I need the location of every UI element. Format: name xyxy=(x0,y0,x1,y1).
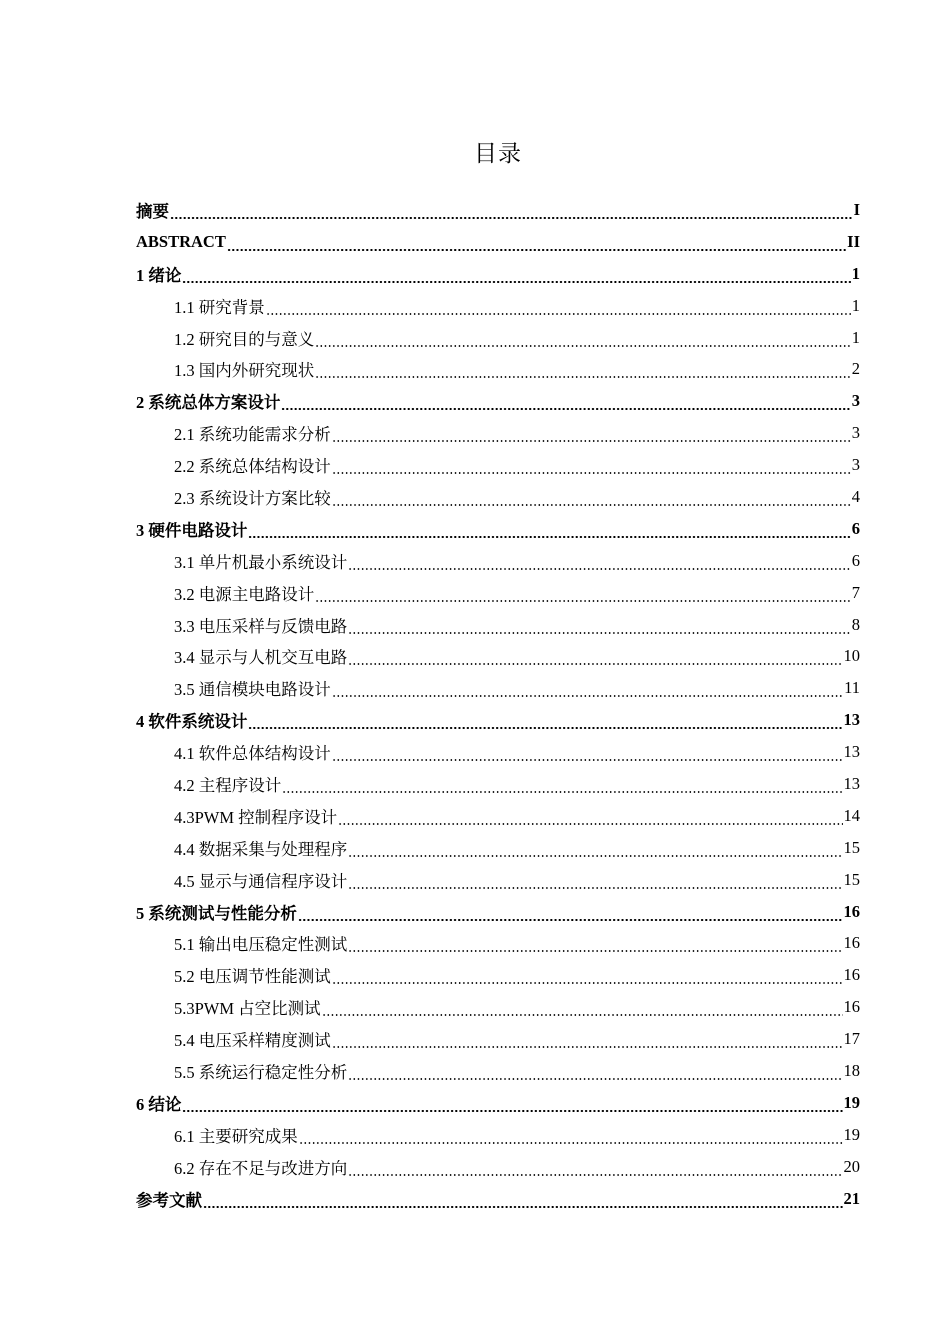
toc-dot-leader xyxy=(248,714,842,730)
toc-entry-title: 4.3PWM 控制程序设计 xyxy=(174,807,338,827)
toc-entry-title: 5.3PWM 占空比测试 xyxy=(174,999,321,1019)
toc-page-number: 6 xyxy=(851,518,860,538)
toc-entry-title: 5.4 电压采样精度测试 xyxy=(174,1031,331,1051)
toc-dot-leader xyxy=(348,874,842,890)
toc-chapter-entry[interactable] xyxy=(136,385,860,417)
toc-section-entry[interactable] xyxy=(136,1055,860,1087)
toc-page-number: 13 xyxy=(843,773,860,793)
toc-dot-leader xyxy=(315,332,851,348)
toc-entry-title: 2.1 系统功能需求分析 xyxy=(174,425,331,445)
toc-entry-title: 6.2 存在不足与改进方向 xyxy=(174,1158,348,1178)
toc-dot-leader xyxy=(182,268,850,284)
toc-dot-leader xyxy=(332,1033,843,1049)
toc-entry-title: 1 绪论 xyxy=(136,265,182,285)
toc-entry-title: 1.1 研究背景 xyxy=(174,297,265,317)
toc-dot-leader xyxy=(338,810,842,826)
toc-page-number: 3 xyxy=(851,423,860,443)
toc-title: 目录 xyxy=(474,141,522,167)
toc-chapter-entry[interactable] xyxy=(136,704,860,736)
toc-dot-leader xyxy=(348,937,842,953)
toc-section-entry[interactable] xyxy=(136,481,860,513)
toc-entry-title: 3.5 通信模块电路设计 xyxy=(174,680,331,700)
toc-dot-leader xyxy=(299,1129,843,1145)
toc-dot-leader xyxy=(315,363,851,379)
toc-entry-title: 1.2 研究目的与意义 xyxy=(174,329,315,349)
toc-entry-title: 4.1 软件总体结构设计 xyxy=(174,744,331,764)
toc-page-number: 19 xyxy=(843,1092,860,1112)
toc-chapter-entry[interactable] xyxy=(136,896,860,928)
toc-page-number: 17 xyxy=(843,1029,860,1049)
toc-entry-title: 3 硬件电路设计 xyxy=(136,520,248,540)
toc-dot-leader xyxy=(348,555,851,571)
toc-section-entry[interactable] xyxy=(136,864,860,896)
toc-entry-title: 3.3 电压采样与反馈电路 xyxy=(174,616,348,636)
toc-entry-title: 5 系统测试与性能分析 xyxy=(136,903,297,923)
toc-section-entry[interactable] xyxy=(136,1151,860,1183)
toc-dot-leader xyxy=(332,969,843,985)
toc-page-number: 13 xyxy=(843,742,860,762)
toc-page-number: 8 xyxy=(851,614,860,634)
toc-chapter-entry[interactable] xyxy=(136,1183,860,1215)
toc-page-number: 7 xyxy=(851,582,860,602)
toc-page-number: 16 xyxy=(843,997,860,1017)
toc-section-entry[interactable] xyxy=(136,672,860,704)
toc-page-number: 2 xyxy=(851,359,860,379)
toc-page-number: 20 xyxy=(843,1156,860,1176)
toc-chapter-entry[interactable] xyxy=(136,513,860,545)
toc-section-entry[interactable] xyxy=(136,353,860,385)
toc-page-number: 16 xyxy=(843,901,860,921)
toc-page-number: 15 xyxy=(843,869,860,889)
toc-page-number: II xyxy=(847,231,860,251)
toc-page-number: 4 xyxy=(851,486,860,506)
toc-dot-leader xyxy=(298,906,843,922)
toc-page-number: 21 xyxy=(843,1188,860,1208)
toc-dot-leader xyxy=(281,395,850,411)
toc-entry-title: 4.5 显示与通信程序设计 xyxy=(174,871,348,891)
toc-page-number: 11 xyxy=(844,678,860,698)
toc-dot-leader xyxy=(266,300,851,316)
toc-section-entry[interactable] xyxy=(136,609,860,641)
toc-entry-title: 5.1 输出电压稳定性测试 xyxy=(174,935,348,955)
toc-entry-title: 2 系统总体方案设计 xyxy=(136,393,281,413)
toc-section-entry[interactable] xyxy=(136,800,860,832)
toc-entry-title: 3.1 单片机最小系统设计 xyxy=(174,552,348,572)
toc-entry-title: 4.2 主程序设计 xyxy=(174,775,282,795)
toc-list xyxy=(136,194,860,1215)
toc-chapter-entry[interactable] xyxy=(136,1087,860,1119)
toc-dot-leader xyxy=(348,1161,842,1177)
toc-page-number: 15 xyxy=(843,837,860,857)
toc-page-number: 10 xyxy=(843,646,860,666)
toc-entry-title: 6.1 主要研究成果 xyxy=(174,1126,298,1146)
toc-entry-title: 1.3 国内外研究现状 xyxy=(174,361,315,381)
toc-page-number: 3 xyxy=(851,391,860,411)
toc-section-entry[interactable] xyxy=(136,417,860,449)
toc-page-number: 16 xyxy=(843,933,860,953)
toc-entry-title: ABSTRACT xyxy=(136,231,226,251)
toc-dot-leader xyxy=(170,204,853,220)
toc-entry-title: 6 结论 xyxy=(136,1094,182,1114)
toc-entry-title: 4.4 数据采集与处理程序 xyxy=(174,839,348,859)
toc-page-number: 18 xyxy=(843,1060,860,1080)
toc-section-entry[interactable] xyxy=(136,322,860,354)
toc-section-entry[interactable] xyxy=(136,832,860,864)
toc-dot-leader xyxy=(203,1193,843,1209)
toc-chapter-entry[interactable] xyxy=(136,258,860,290)
toc-section-entry[interactable] xyxy=(136,290,860,322)
toc-dot-leader xyxy=(227,236,846,252)
toc-page-number: 3 xyxy=(851,455,860,475)
toc-section-entry[interactable] xyxy=(136,991,860,1023)
toc-dot-leader xyxy=(332,427,851,443)
toc-dot-leader xyxy=(322,1001,843,1017)
toc-section-entry[interactable] xyxy=(136,736,860,768)
toc-page-number: I xyxy=(853,199,860,219)
toc-page-number: 14 xyxy=(843,805,860,825)
toc-section-entry[interactable] xyxy=(136,1119,860,1151)
toc-page-number: 13 xyxy=(843,710,860,730)
toc-page-number: 19 xyxy=(843,1124,860,1144)
toc-page-number: 1 xyxy=(851,295,860,315)
toc-dot-leader xyxy=(248,523,850,539)
toc-dot-leader xyxy=(348,1065,842,1081)
toc-dot-leader xyxy=(332,682,843,698)
toc-dot-leader xyxy=(348,619,851,635)
toc-section-entry[interactable] xyxy=(136,959,860,991)
toc-section-entry[interactable] xyxy=(136,545,860,577)
toc-entry-title: 3.2 电源主电路设计 xyxy=(174,584,315,604)
toc-section-entry[interactable] xyxy=(136,640,860,672)
toc-section-entry[interactable] xyxy=(136,577,860,609)
toc-page-number: 6 xyxy=(851,550,860,570)
toc-entry-title: 5.5 系统运行稳定性分析 xyxy=(174,1062,348,1082)
toc-chapter-entry[interactable] xyxy=(136,226,860,258)
toc-section-entry[interactable] xyxy=(136,449,860,481)
toc-entry-title: 参考文献 xyxy=(136,1190,202,1210)
toc-dot-leader xyxy=(332,491,851,507)
toc-entry-title: 3.4 显示与人机交互电路 xyxy=(174,648,348,668)
toc-dot-leader xyxy=(348,842,842,858)
toc-entry-title: 5.2 电压调节性能测试 xyxy=(174,967,331,987)
toc-page-number: 1 xyxy=(851,263,860,283)
toc-entry-title: 摘要 xyxy=(136,201,169,221)
toc-dot-leader xyxy=(282,778,842,794)
toc-dot-leader xyxy=(315,587,851,603)
toc-entry-title: 4 软件系统设计 xyxy=(136,712,248,732)
toc-chapter-entry[interactable] xyxy=(136,194,860,226)
toc-entry-title: 2.3 系统设计方案比较 xyxy=(174,488,331,508)
toc-dot-leader xyxy=(332,746,843,762)
toc-entry-title: 2.2 系统总体结构设计 xyxy=(174,457,331,477)
toc-section-entry[interactable] xyxy=(136,1023,860,1055)
toc-section-entry[interactable] xyxy=(136,768,860,800)
toc-page-number: 16 xyxy=(843,965,860,985)
toc-page-number: 1 xyxy=(851,327,860,347)
toc-dot-leader xyxy=(332,459,851,475)
toc-section-entry[interactable] xyxy=(136,927,860,959)
toc-dot-leader xyxy=(348,650,842,666)
toc-dot-leader xyxy=(182,1097,842,1113)
